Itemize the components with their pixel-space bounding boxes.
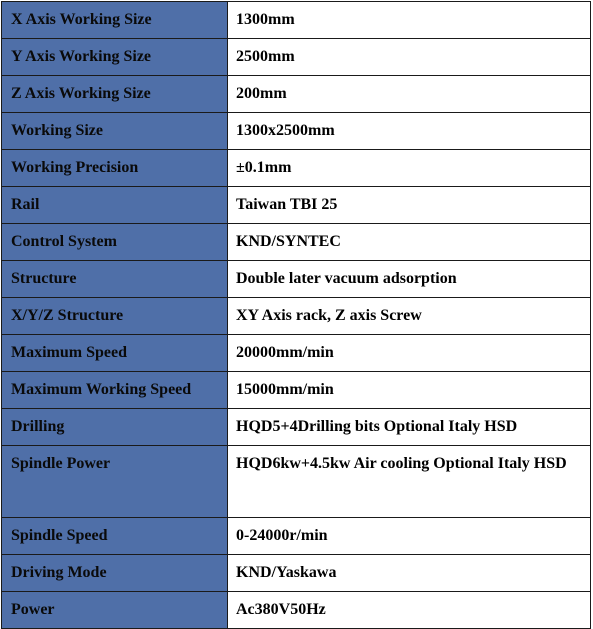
spec-value: HQD6kw+4.5kw Air cooling Optional Italy HSD (228, 446, 591, 518)
spec-value: Double later vacuum adsorption (228, 261, 591, 298)
spec-value: 2500mm (228, 39, 591, 76)
spec-label: Rail (2, 187, 228, 224)
table-row (2, 298, 591, 335)
spec-label: Drilling (2, 409, 228, 446)
spec-label: X Axis Working Size (2, 2, 228, 39)
spec-value: 1300x2500mm (228, 113, 591, 150)
spec-value: KND/SYNTEC (228, 224, 591, 261)
spec-value: ±0.1mm (228, 150, 591, 187)
table-row (2, 409, 591, 446)
spec-value: Ac380V50Hz (228, 592, 591, 629)
table-row (2, 2, 591, 39)
spec-value: 0-24000r/min (228, 518, 591, 555)
spec-label: Control System (2, 224, 228, 261)
table-row (2, 224, 591, 261)
table-row (2, 113, 591, 150)
table-row (2, 518, 591, 555)
spec-label: Maximum Speed (2, 335, 228, 372)
spec-label: Driving Mode (2, 555, 228, 592)
spec-label: Maximum Working Speed (2, 372, 228, 409)
spec-value: HQD5+4Drilling bits Optional Italy HSD (228, 409, 591, 446)
spec-label: Spindle Speed (2, 518, 228, 555)
spec-label: Power (2, 592, 228, 629)
table-row (2, 150, 591, 187)
spec-value: 15000mm/min (228, 372, 591, 409)
table-row (2, 592, 591, 629)
spec-value: 200mm (228, 76, 591, 113)
spec-value: Taiwan TBI 25 (228, 187, 591, 224)
spec-label: Z Axis Working Size (2, 76, 228, 113)
spec-table (1, 1, 591, 629)
table-row (2, 261, 591, 298)
spec-value: 1300mm (228, 2, 591, 39)
table-row (2, 39, 591, 76)
table-row (2, 555, 591, 592)
spec-value: 20000mm/min (228, 335, 591, 372)
table-row (2, 187, 591, 224)
spec-label: X/Y/Z Structure (2, 298, 228, 335)
table-row (2, 446, 591, 518)
spec-label: Y Axis Working Size (2, 39, 228, 76)
spec-label: Working Precision (2, 150, 228, 187)
spec-value: XY Axis rack, Z axis Screw (228, 298, 591, 335)
table-row (2, 372, 591, 409)
spec-label: Working Size (2, 113, 228, 150)
table-row (2, 76, 591, 113)
spec-label: Spindle Power (2, 446, 228, 518)
spec-label: Structure (2, 261, 228, 298)
spec-value: KND/Yaskawa (228, 555, 591, 592)
table-row (2, 335, 591, 372)
